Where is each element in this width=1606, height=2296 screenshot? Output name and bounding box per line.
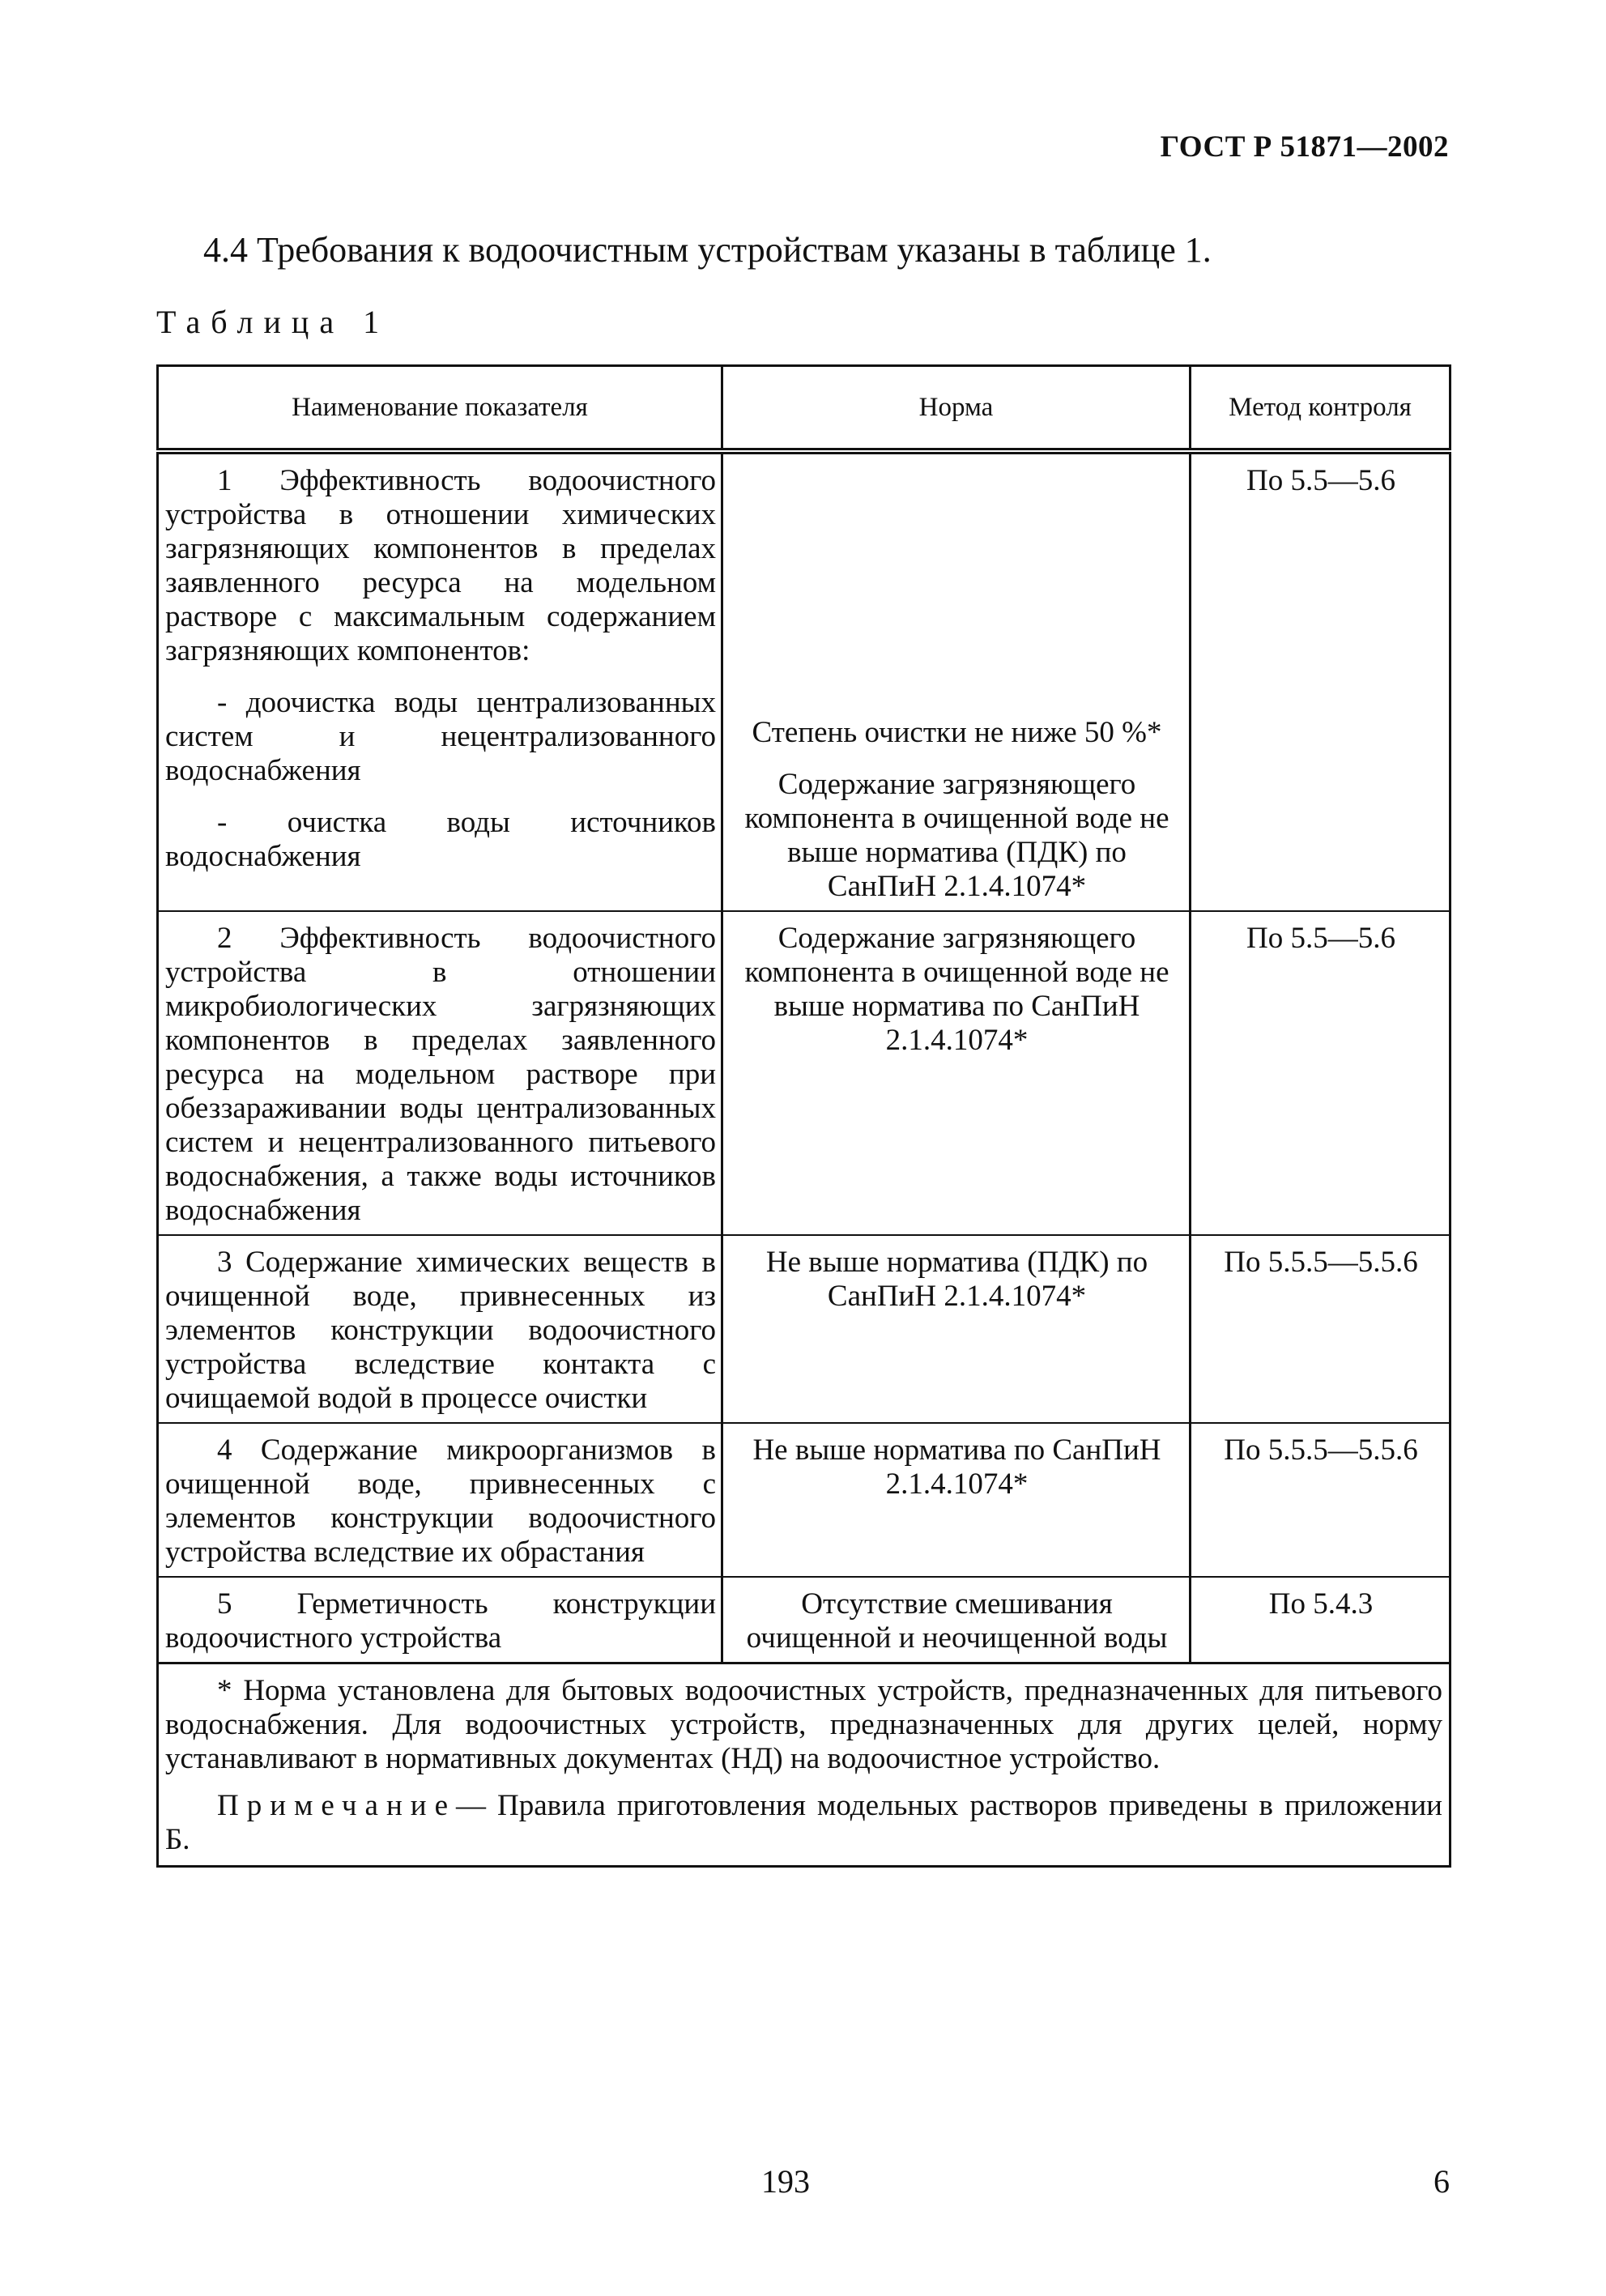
table-row <box>158 911 1451 1235</box>
indicator-cell <box>158 1423 722 1577</box>
table-row <box>158 1235 1451 1423</box>
norm-text: Содержание загрязняющего компонента в очищенной воде не выше норматива (ПДК) по СанПиН 2.1.4.1074* <box>744 768 1169 903</box>
note <box>165 1789 1442 1857</box>
column-header-indicator: Наименование показателя <box>158 366 722 452</box>
norm-cell: Не выше норматива по СанПиН 2.1.4.1074* <box>722 1423 1191 1577</box>
norm-cell: Не выше норматива (ПДК) по СанПиН 2.1.4.1074* <box>722 1235 1191 1423</box>
indicator-text: 5 Герметичность конструкции водоочистного устройства <box>165 1587 716 1655</box>
indicator-cell <box>158 451 722 911</box>
norm-cell: Содержание загрязняющего компонента в очищенной воде не выше норматива по СанПиН 2.1.4.1074* <box>722 911 1191 1235</box>
indicator-cell <box>158 1577 722 1663</box>
table-row <box>158 451 1451 911</box>
note-label: Примечание <box>217 1789 456 1822</box>
norm-text: Степень очистки не ниже 50 %* <box>752 716 1162 749</box>
footnote-text: * Норма установлена для бытовых водоочистных устройств, предназначенных для питьевого водоснабжения. Для водоочистных устройств, предназначенных для других целей, норму устанавливают в нормативных документах (НД) на водоочистное устройство. <box>165 1674 1442 1775</box>
intro-paragraph: 4.4 Требования к водоочистным устройствам указаны в таблице 1. <box>203 230 1212 270</box>
footnote-row <box>158 1663 1451 1867</box>
page-number: 193 <box>761 2163 810 2200</box>
indicator-cell <box>158 1235 722 1423</box>
footnote-cell <box>158 1663 1451 1867</box>
method-cell: По 5.4.3 <box>1191 1577 1451 1663</box>
table-caption: Таблица 1 <box>156 304 390 340</box>
indicator-subitem: - доочистка воды централизованных систем и нецентрализованного водоснабжения <box>165 686 716 787</box>
norm-cell <box>722 451 1191 911</box>
indicator-text: 3 Содержание химических веществ в очищенной воде, привнесенных из элементов конструкции водоочистного устройства вследствие контакта с очищаемой водой в процессе очистки <box>165 1246 716 1415</box>
method-cell: По 5.5—5.6 <box>1191 911 1451 1235</box>
method-cell: По 5.5—5.6 <box>1191 451 1451 911</box>
indicator-text: 4 Содержание микроорганизмов в очищенной воде, привнесенных с элементов конструкции водоочистного устройства вследствие их обрастания <box>165 1433 716 1569</box>
indicator-text: 2 Эффективность водоочистного устройства в отношении микробиологических загрязняющих компонентов в пределах заявленного ресурса на модельном растворе при обеззараживании воды централизованных систем и нецентрализованного питьевого водоснабжения, а также воды источников водоснабжения <box>165 922 716 1227</box>
requirements-table <box>156 364 1451 1868</box>
norm-cell: Отсутствие смешивания очищенной и неочищенной воды <box>722 1577 1191 1663</box>
column-header-method: Метод контроля <box>1191 366 1451 452</box>
note-text: — Правила приготовления модельных растворов приведены в приложении Б. <box>165 1789 1442 1856</box>
standard-designation: ГОСТ Р 51871—2002 <box>1160 130 1449 164</box>
method-cell: По 5.5.5—5.5.6 <box>1191 1423 1451 1577</box>
column-header-norm: Норма <box>722 366 1191 452</box>
indicator-text: 1 Эффективность водоочистного устройства в отношении химических загрязняющих компонентов в пределах заявленного ресурса на модельном растворе с максимальным содержанием загрязняющих компонентов: <box>165 464 716 667</box>
table-row <box>158 1423 1451 1577</box>
table-row <box>158 1577 1451 1663</box>
indicator-subitem: - очистка воды источников водоснабжения <box>165 806 716 873</box>
sheet-number: 6 <box>1433 2163 1450 2200</box>
indicator-cell <box>158 911 722 1235</box>
table-header-row <box>158 366 1451 452</box>
method-cell: По 5.5.5—5.5.6 <box>1191 1235 1451 1423</box>
